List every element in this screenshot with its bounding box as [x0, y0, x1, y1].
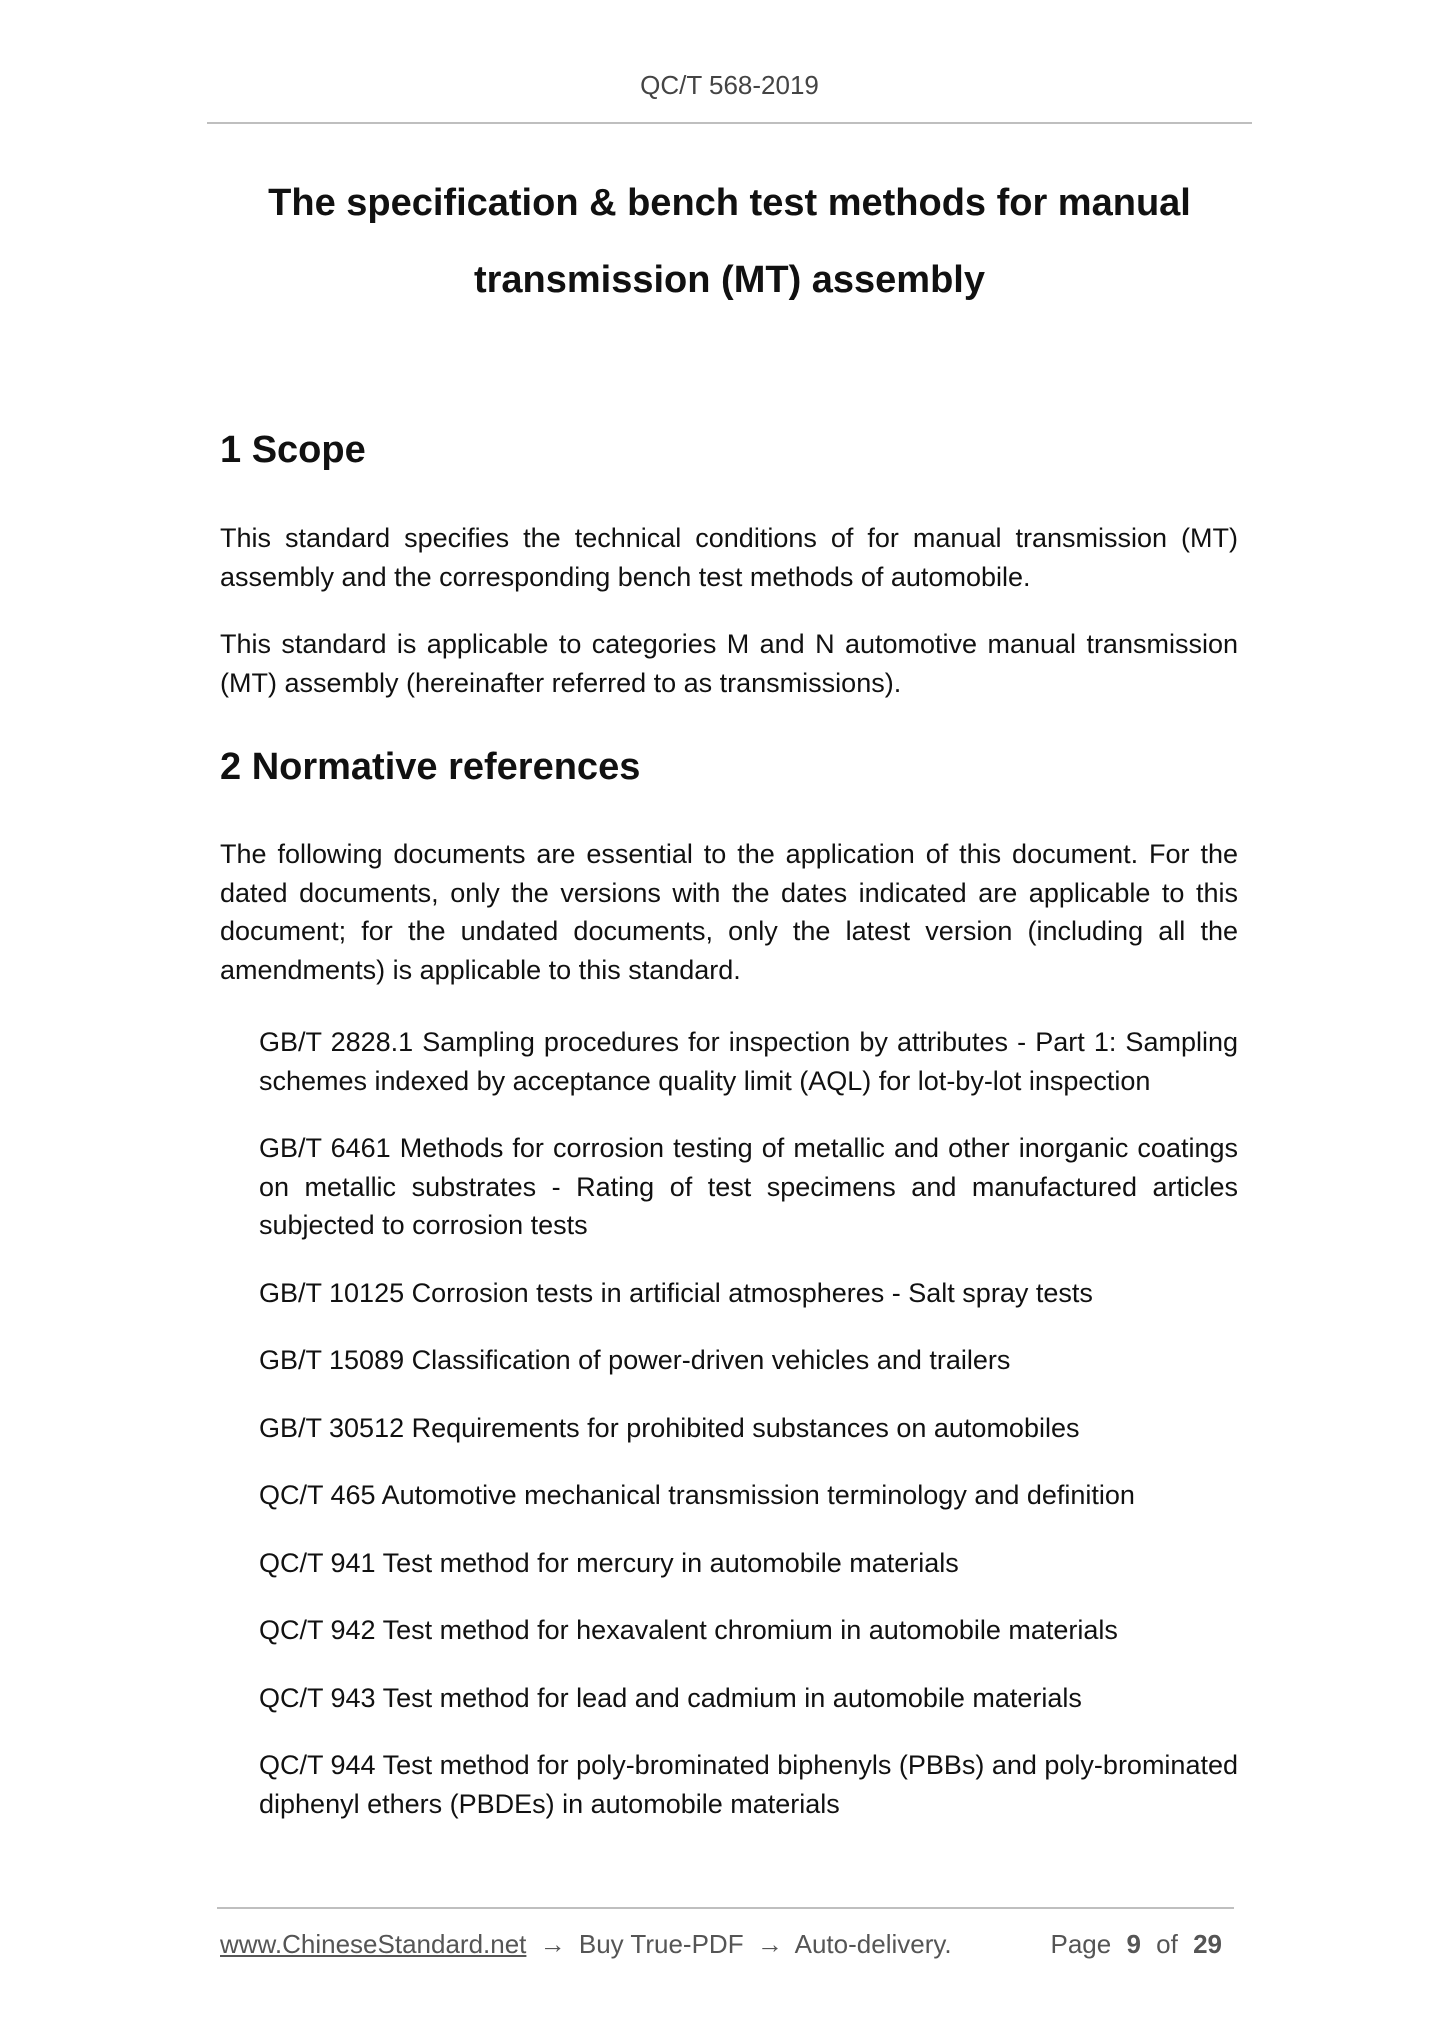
reference-item: GB/T 15089 Classification of power-driven vehicles and trailers — [259, 1345, 1011, 1375]
total-pages-number: 29 — [1193, 1929, 1222, 1959]
page-indicator — [1050, 1929, 1230, 1960]
website-link[interactable]: www.ChineseStandard.net — [220, 1929, 527, 1959]
page-footer — [217, 1907, 1234, 1959]
title-line-1: The specification & bench test methods for manual — [268, 182, 1191, 224]
reference-item: GB/T 10125 Corrosion tests in artificial atmospheres - Salt spray tests — [259, 1277, 1093, 1308]
scope-paragraph-1: This standard specifies the technical conditions of for manual transmission (MT) assembly and the corresponding bench test methods of automobile. — [220, 523, 1238, 592]
reference-item: QC/T 943 Test method for lead and cadmium in automobile materials — [259, 1682, 1082, 1713]
normative-references-heading: 2 Normative references — [220, 746, 641, 788]
auto-delivery-text: Auto-delivery. — [794, 1929, 952, 1959]
reference-item: GB/T 2828.1 Sampling procedures for inspection by attributes - Part 1: Sampling schemes indexed by acceptance quality limit (AQL) for lot-by-lot inspection — [259, 1027, 1238, 1096]
page-header — [207, 70, 1252, 124]
arrow-right-icon: → — [539, 1929, 566, 1959]
reference-item: QC/T 942 Test method for hexavalent chromium in automobile materials — [259, 1615, 1118, 1645]
reference-item: QC/T 465 Automotive mechanical transmission terminology and definition — [259, 1480, 1135, 1510]
page-label: Page — [1050, 1929, 1112, 1959]
title-line-2: transmission (MT) assembly — [473, 259, 986, 301]
reference-item: GB/T 6461 Methods for corrosion testing of metallic and other inorganic coatings on metallic substrates - Rating of test specimens and manufactured articles subjected to corrosion tests — [259, 1133, 1238, 1240]
arrow-right-icon: → — [756, 1929, 783, 1959]
buy-pdf-text: Buy True-PDF — [578, 1929, 744, 1959]
reference-item: GB/T 30512 Requirements for prohibited substances on automobiles — [259, 1412, 1080, 1443]
of-label: of — [1156, 1929, 1178, 1959]
doc-number: QC/T 568-2019 — [640, 70, 819, 100]
footer-promo — [220, 1929, 952, 1960]
reference-item: QC/T 941 Test method for mercury in automobile materials — [259, 1547, 959, 1578]
scope-paragraph-2: This standard is applicable to categories M and N automotive manual transmission (MT) assembly (hereinafter referred to as transmissions). — [220, 629, 1238, 698]
reference-item: QC/T 944 Test method for poly-brominated biphenyls (PBBs) and poly-brominated diphenyl ethers (PBDEs) in automobile materials — [259, 1750, 1239, 1819]
normative-intro-paragraph: The following documents are essential to the application of this document. For the dated documents, only the versions with the dates indicated are applicable to this document; for the undated documents, only the latest version (including all the amendments) is applicable to this standard. — [220, 839, 1238, 985]
reference-list — [259, 1023, 1238, 1852]
scope-heading: 1 Scope — [220, 429, 366, 471]
document-title — [207, 165, 1252, 319]
current-page-number: 9 — [1126, 1929, 1141, 1959]
